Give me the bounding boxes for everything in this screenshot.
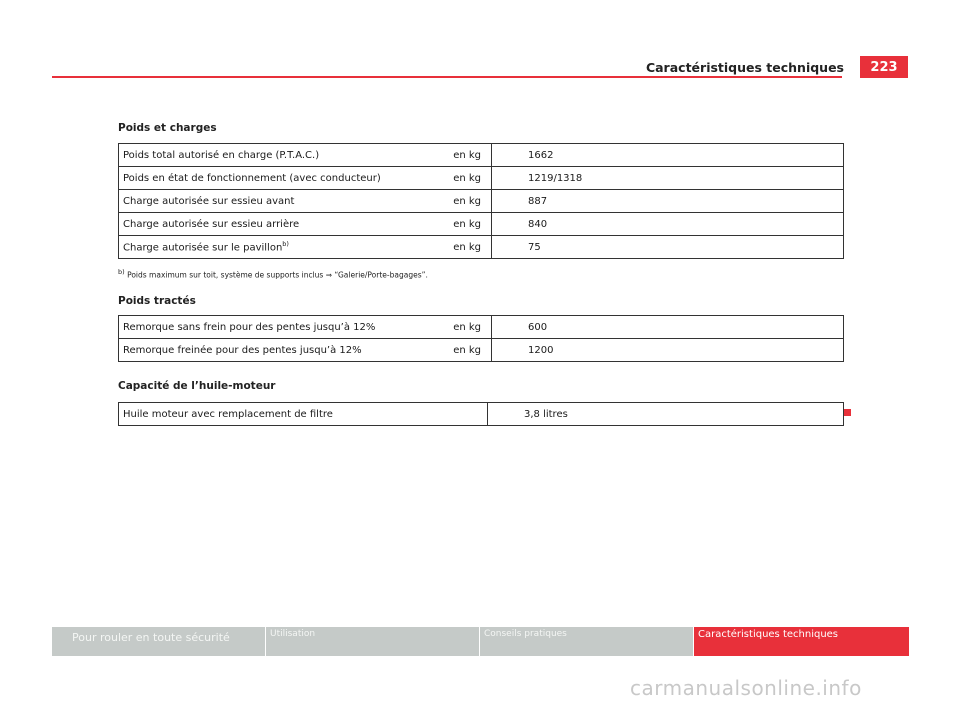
row-label: Remorque sans frein pour des pentes jusqu’à 12% — [119, 316, 434, 339]
row-label: Poids total autorisé en charge (P.T.A.C.) — [119, 144, 434, 167]
row-unit: en kg — [433, 213, 492, 236]
table-row — [119, 339, 844, 362]
footer-tab-securite[interactable]: Pour rouler en toute sécurité — [52, 627, 266, 656]
row-label: Huile moteur avec remplacement de filtre — [119, 403, 488, 426]
table-row — [119, 403, 844, 426]
row-label: Poids en état de fonctionnement (avec conducteur) — [119, 167, 434, 190]
section-title-poids-tractes: Poids tractés — [118, 295, 196, 307]
row-unit: en kg — [433, 190, 492, 213]
row-value: 887 — [492, 190, 844, 213]
footer-tab-conseils[interactable]: Conseils pratiques — [480, 627, 694, 656]
row-label-text: Charge autorisée sur le pavillon — [123, 242, 283, 254]
section-end-marker — [844, 409, 851, 416]
table-row — [119, 190, 844, 213]
footer-tab-utilisation[interactable]: Utilisation — [266, 627, 480, 656]
footer-tab-caracteristiques[interactable]: Caractéristiques techniques — [694, 627, 909, 656]
row-value: 1662 — [492, 144, 844, 167]
footnote-ref: b) — [282, 240, 289, 249]
row-unit: en kg — [433, 339, 492, 362]
table-row — [119, 144, 844, 167]
row-unit: en kg — [433, 316, 492, 339]
row-value: 1219/1318 — [492, 167, 844, 190]
page-header-title: Caractéristiques techniques — [645, 60, 844, 75]
row-value: 840 — [492, 213, 844, 236]
row-unit: en kg — [433, 144, 492, 167]
footer-nav — [52, 627, 909, 656]
header-rule — [52, 76, 842, 78]
row-label — [119, 236, 434, 259]
table-poids-charges — [118, 143, 844, 259]
footnote-marker: b) — [118, 268, 125, 276]
row-value: 3,8 litres — [488, 403, 844, 426]
footnote — [118, 268, 428, 280]
watermark: carmanualsonline.info — [630, 676, 862, 700]
row-value: 1200 — [492, 339, 844, 362]
table-poids-tractes — [118, 315, 844, 362]
row-label: Charge autorisée sur essieu arrière — [119, 213, 434, 236]
footnote-text: Poids maximum sur toit, système de supports inclus ⇒ “Galerie/Porte-bagages”. — [127, 270, 428, 280]
table-row — [119, 213, 844, 236]
row-value: 75 — [492, 236, 844, 259]
page-number: 223 — [860, 56, 908, 78]
table-row — [119, 236, 844, 259]
table-row — [119, 167, 844, 190]
row-value: 600 — [492, 316, 844, 339]
row-unit: en kg — [433, 167, 492, 190]
row-label: Remorque freinée pour des pentes jusqu’à 12% — [119, 339, 434, 362]
section-title-poids-charges: Poids et charges — [118, 122, 217, 134]
table-huile — [118, 402, 844, 426]
row-label: Charge autorisée sur essieu avant — [119, 190, 434, 213]
table-row — [119, 316, 844, 339]
section-title-huile: Capacité de l’huile-moteur — [118, 380, 276, 392]
row-unit: en kg — [433, 236, 492, 259]
